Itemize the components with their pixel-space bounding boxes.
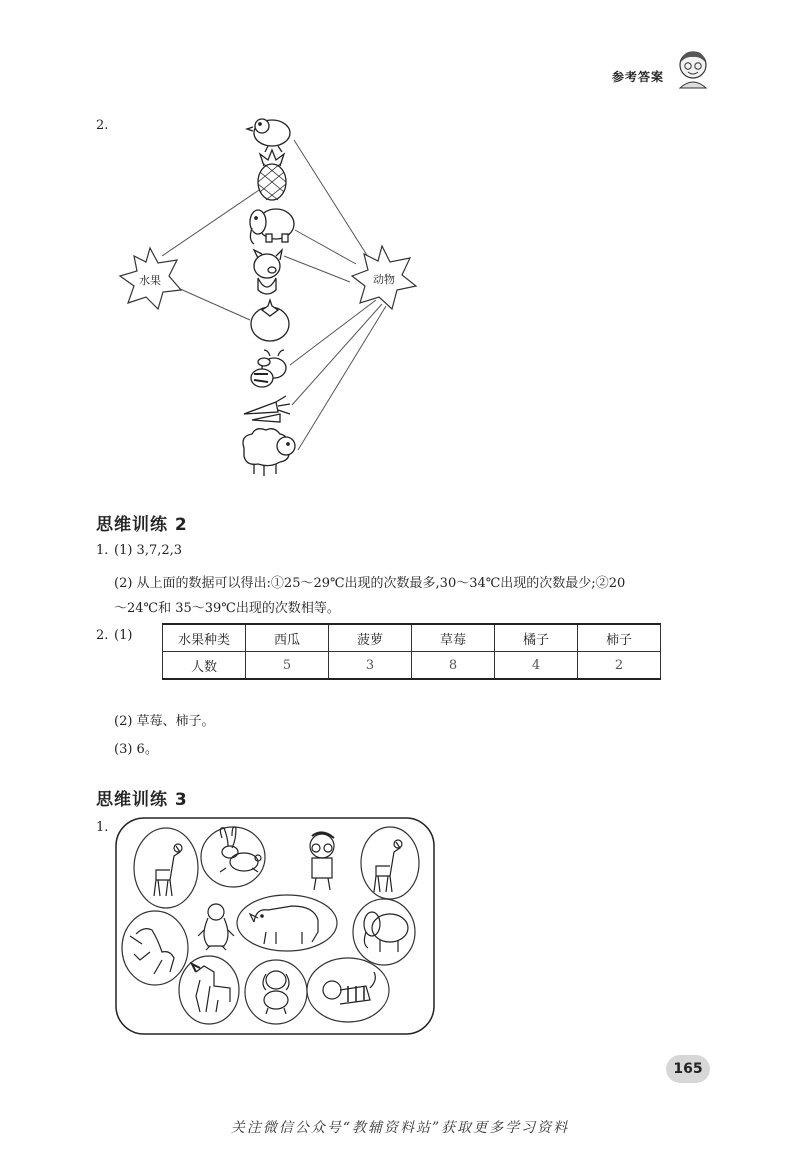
circle (353, 899, 415, 965)
fruit-star-label: 水果 (139, 274, 161, 287)
answer-line: (2) 从上面的数据可以得出:①25～29℃出现的次数最多,30～34℃出现的次数最少;②20 (114, 576, 626, 591)
question-number: 2. (96, 118, 109, 133)
table-header-row (163, 624, 661, 652)
carrot-icon (244, 396, 290, 422)
table-cell: 柿子 (578, 624, 661, 652)
answer-line: (2) 草莓、柿子。 (114, 714, 215, 729)
bee-icon (251, 350, 286, 387)
sheep-icon (243, 429, 295, 476)
table-cell: 草莓 (412, 624, 495, 652)
circle (237, 895, 337, 951)
circle (245, 960, 307, 1024)
table-cell: 5 (246, 652, 329, 680)
pig-icon (254, 250, 282, 294)
table-cell: 西瓜 (246, 624, 329, 652)
table-cell: 4 (495, 652, 578, 680)
circle (122, 911, 188, 985)
section-title: 思维训练 2 (96, 515, 188, 535)
elephant-icon (250, 209, 294, 244)
answer-line: (1) 3,7,2,3 (114, 543, 183, 558)
animal-star-label: 动物 (373, 273, 395, 286)
table-cell: 水果种类 (163, 624, 246, 652)
question-number: 1. (96, 820, 109, 835)
table-cell: 菠萝 (329, 624, 412, 652)
header-label: 参考答案 (612, 70, 665, 84)
table-cell: 8 (412, 652, 495, 680)
table-cell: 橘子 (495, 624, 578, 652)
tomato-icon (251, 300, 289, 341)
answer-line: ～24℃和 35～39℃出现的次数相等。 (114, 601, 340, 616)
chick-icon (247, 119, 290, 152)
footer-note: 关注微信公众号“教辅资料站”获取更多学习资料 (230, 1120, 570, 1136)
page-number: 165 (666, 1055, 710, 1083)
circle (361, 827, 419, 899)
answer-line: (3) 6。 (114, 742, 158, 757)
table-cell: 人数 (163, 652, 246, 680)
table-cell: 2 (578, 652, 661, 680)
question-number: 1. (96, 543, 109, 558)
section-title: 思维训练 3 (96, 790, 188, 810)
table-row (163, 652, 661, 680)
sub-question-label: (1) (114, 628, 133, 643)
classification-diagram (110, 110, 450, 490)
fruit-table (162, 623, 661, 680)
pineapple-icon (258, 150, 286, 200)
question-number: 2. (96, 628, 109, 643)
animal-grouping-diagram (110, 812, 440, 1037)
table-cell: 3 (329, 652, 412, 680)
cartoon-face-icon (676, 48, 710, 90)
